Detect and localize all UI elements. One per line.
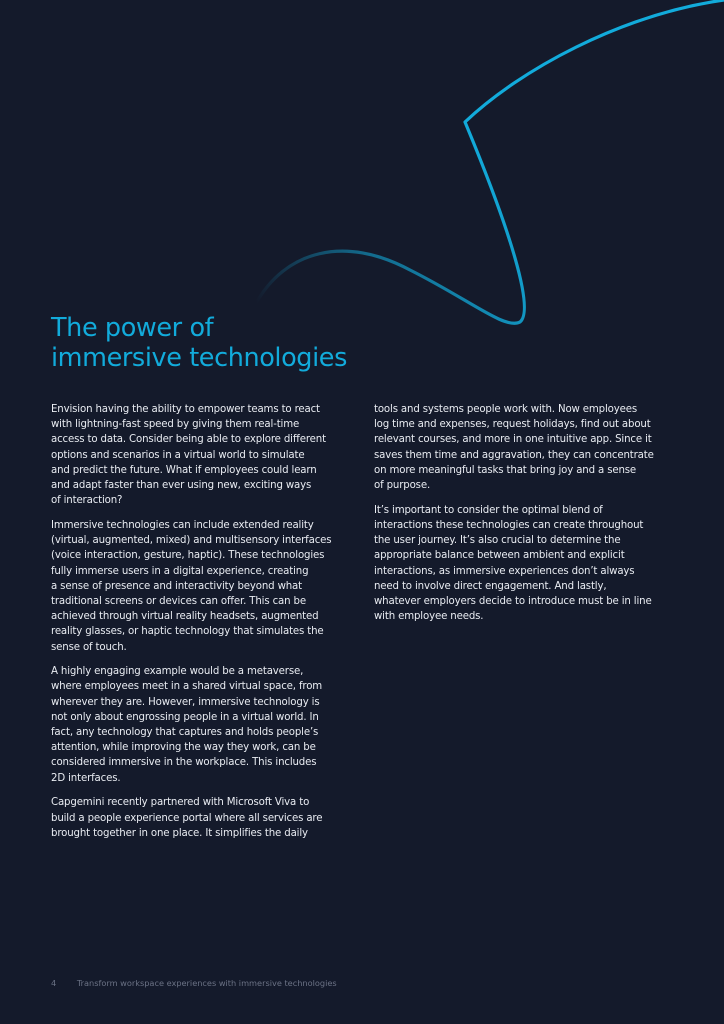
- text-line: (virtual, augmented, mixed) and multisensory interfaces: [51, 535, 332, 547]
- text-line: of interaction?: [51, 495, 123, 507]
- text-line: attention, while improving the way they work, can be: [51, 742, 316, 754]
- text-line: with lightning-fast speed by giving them real-time: [51, 419, 300, 431]
- title-line-2: immersive technologies: [51, 343, 347, 373]
- text-line: Envision having the ability to empower teams to react: [51, 404, 320, 415]
- page-title: [51, 313, 347, 373]
- text-line: options and scenarios in a virtual world to simulate: [51, 449, 305, 461]
- text-line: a sense of presence and interactivity beyond what: [51, 580, 302, 592]
- text-line: log time and expenses, request holidays, find out about: [374, 419, 651, 431]
- paragraph: [51, 795, 353, 841]
- text-line: achieved through virtual reality headsets, augmented: [51, 611, 319, 623]
- text-line: saves them time and aggravation, they can concentrate: [374, 449, 654, 461]
- text-line: build a people experience portal where all services are: [51, 812, 323, 824]
- title-line-1: The power of: [51, 313, 214, 343]
- text-line: sense of touch.: [51, 641, 127, 653]
- text-line: need to involve direct engagement. And lastly,: [374, 580, 607, 592]
- paragraph: [51, 402, 353, 508]
- right-column: [374, 402, 676, 634]
- text-line: tools and systems people work with. Now employees: [374, 404, 638, 415]
- text-line: traditional screens or devices can offer. This can be: [51, 595, 306, 607]
- text-line: A highly engaging example would be a metaverse,: [51, 666, 304, 678]
- text-line: not only about engrossing people in a virtual world. In: [51, 711, 319, 723]
- text-line: Capgemini recently partnered with Microsoft Viva to: [51, 797, 310, 809]
- text-line: fact, any technology that captures and holds people’s: [51, 727, 319, 739]
- text-line: the user journey. It’s also crucial to determine the: [374, 535, 621, 547]
- text-line: access to data. Consider being able to explore different: [51, 434, 326, 446]
- text-line: of purpose.: [374, 480, 431, 492]
- paragraph: [374, 503, 676, 625]
- text-line: and predict the future. What if employees could learn: [51, 464, 317, 476]
- text-line: It’s important to consider the optimal blend of: [374, 504, 603, 516]
- text-line: appropriate balance between ambient and explicit: [374, 550, 625, 562]
- text-line: Immersive technologies can include extended reality: [51, 519, 314, 531]
- text-line: where employees meet in a shared virtual space, from: [51, 681, 323, 693]
- paragraph: [374, 402, 676, 493]
- text-line: on more meaningful tasks that bring joy and a sense: [374, 464, 637, 476]
- text-line: 2D interfaces.: [51, 772, 121, 784]
- page-number: 4: [51, 978, 57, 988]
- text-line: reality glasses, or haptic technology that simulates the: [51, 626, 324, 638]
- page-footer: [51, 977, 337, 989]
- paragraph: [51, 664, 353, 786]
- text-line: relevant courses, and more in one intuitive app. Since it: [374, 434, 652, 446]
- text-line: and adapt faster than ever using new, exciting ways: [51, 480, 312, 492]
- left-column: [51, 402, 353, 850]
- text-line: with employee needs.: [374, 611, 484, 623]
- text-line: fully immerse users in a digital experience, creating: [51, 565, 309, 577]
- footer-title: Transform workspace experiences with immersive technologies: [76, 978, 337, 988]
- text-line: brought together in one place. It simplifies the daily: [51, 827, 308, 839]
- text-line: whatever employers decide to introduce must be in line: [374, 595, 652, 607]
- text-line: considered immersive in the workplace. This includes: [51, 757, 317, 769]
- paragraph: [51, 518, 353, 655]
- wave-line: [255, 0, 724, 323]
- text-line: wherever they are. However, immersive technology is: [51, 696, 320, 708]
- text-line: (voice interaction, gesture, haptic). These technologies: [51, 550, 325, 562]
- text-line: interactions these technologies can create throughout: [374, 519, 644, 531]
- text-line: interactions, as immersive experiences don’t always: [374, 565, 635, 577]
